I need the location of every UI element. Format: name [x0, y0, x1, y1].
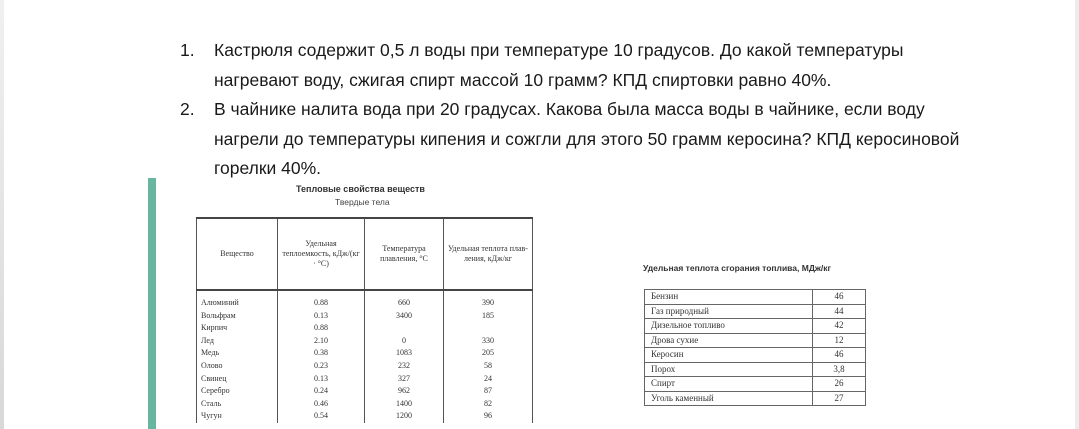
image-accent-bar	[148, 178, 156, 429]
props-table-title: Тепловые свойства веществ	[296, 184, 425, 194]
melting-temp-cell: 660	[365, 290, 444, 310]
table-row	[197, 360, 533, 373]
fuel-name-cell: Газ природный	[645, 304, 813, 319]
substance-cell: Лед	[197, 335, 278, 348]
fuel-name-cell: Уголь каменный	[645, 391, 813, 406]
fuel-name-cell: Спирт	[645, 377, 813, 392]
heat-capacity-cell: 0.38	[278, 347, 365, 360]
substance-cell: Сталь	[197, 398, 278, 411]
melting-temp-cell: 0	[365, 335, 444, 348]
header-substance: Вещество	[197, 218, 278, 290]
task-number: 1.	[180, 40, 195, 60]
header-melting-temp: Температура плавления, °С	[365, 218, 444, 290]
task-item	[180, 95, 1040, 184]
heat-capacity-cell: 0.46	[278, 398, 365, 411]
page-edge-left	[0, 0, 4, 429]
props-table-subtitle: Твердые тела	[335, 197, 390, 207]
fusion-heat-cell: 87	[444, 385, 533, 398]
table-row	[197, 398, 533, 411]
table-row	[645, 319, 866, 334]
fuel-table-body	[645, 290, 866, 406]
substance-cell: Кирпич	[197, 322, 278, 335]
heat-capacity-cell: 0.88	[278, 322, 365, 335]
melting-temp-cell: 232	[365, 360, 444, 373]
fuel-value-cell: 27	[813, 391, 866, 406]
substance-cell: Медь	[197, 347, 278, 360]
table-row	[645, 304, 866, 319]
fuel-value-cell: 26	[813, 377, 866, 392]
table-row	[197, 410, 533, 423]
props-table-body	[197, 290, 533, 423]
fuel-value-cell: 44	[813, 304, 866, 319]
substance-cell: Вольфрам	[197, 310, 278, 323]
header-heat-capacity: Удельная теплоемкость, кДж/(кг · °С)	[278, 218, 365, 290]
fusion-heat-cell: 390	[444, 290, 533, 310]
page-edge-right	[1075, 0, 1079, 429]
heat-capacity-cell: 0.13	[278, 310, 365, 323]
task-text: Кастрюля содержит 0,5 л воды при температуре 10 градусов. До какой температуры нагревают воду, сжигая спирт массой 10 грамм? КПД спиртовки равно 40%.	[214, 40, 904, 90]
task-text: В чайнике налита вода при 20 градусах. Какова была масса воды в чайнике, если воду нагрели до температуры кипения и сожгли для этого 50 грамм керосина? КПД керосиновой горелки 40%.	[214, 99, 960, 178]
table-row	[645, 348, 866, 363]
table-row	[197, 335, 533, 348]
table-row	[645, 391, 866, 406]
fuel-name-cell: Дрова сухие	[645, 333, 813, 348]
table-row	[197, 347, 533, 360]
fuel-name-cell: Керосин	[645, 348, 813, 363]
fuel-name-cell: Порох	[645, 362, 813, 377]
table-row	[197, 373, 533, 386]
melting-temp-cell: 1400	[365, 398, 444, 411]
substance-cell: Серебро	[197, 385, 278, 398]
fusion-heat-cell: 205	[444, 347, 533, 360]
melting-temp-cell: 3400	[365, 310, 444, 323]
task-item	[180, 36, 1040, 95]
substance-cell: Свинец	[197, 373, 278, 386]
melting-temp-cell: 1083	[365, 347, 444, 360]
heat-capacity-cell: 0.54	[278, 410, 365, 423]
fuel-name-cell: Дизельное топливо	[645, 319, 813, 334]
fuel-value-cell: 12	[813, 333, 866, 348]
table-row	[197, 385, 533, 398]
task-list	[180, 36, 1040, 184]
table-row	[197, 322, 533, 335]
task-number: 2.	[180, 99, 195, 119]
fusion-heat-cell: 96	[444, 410, 533, 423]
substance-cell: Алюминий	[197, 290, 278, 310]
fuel-table-title: Удельная теплота сгорания топлива, МДж/кг	[643, 263, 832, 273]
fusion-heat-cell: 82	[444, 398, 533, 411]
fusion-heat-cell: 330	[444, 335, 533, 348]
heat-capacity-cell: 0.24	[278, 385, 365, 398]
header-fusion-heat: Удельная теплота плав-ления, кДж/кг	[444, 218, 533, 290]
heat-capacity-cell: 0.23	[278, 360, 365, 373]
melting-temp-cell: 1200	[365, 410, 444, 423]
heat-capacity-cell: 2.10	[278, 335, 365, 348]
heat-capacity-cell: 0.13	[278, 373, 365, 386]
melting-temp-cell	[365, 322, 444, 335]
fusion-heat-cell: 24	[444, 373, 533, 386]
fuel-name-cell: Бензин	[645, 290, 813, 305]
table-row	[645, 333, 866, 348]
thermal-properties-table	[196, 217, 533, 423]
fuel-combustion-table	[644, 289, 866, 406]
fuel-value-cell: 42	[813, 319, 866, 334]
table-header-row	[197, 218, 533, 290]
table-row	[645, 362, 866, 377]
melting-temp-cell: 962	[365, 385, 444, 398]
fusion-heat-cell	[444, 322, 533, 335]
table-row	[197, 310, 533, 323]
table-row	[645, 377, 866, 392]
table-row	[645, 290, 866, 305]
fusion-heat-cell: 185	[444, 310, 533, 323]
melting-temp-cell: 327	[365, 373, 444, 386]
fusion-heat-cell: 58	[444, 360, 533, 373]
table-row	[197, 290, 533, 310]
fuel-value-cell: 46	[813, 290, 866, 305]
fuel-value-cell: 46	[813, 348, 866, 363]
fuel-value-cell: 3,8	[813, 362, 866, 377]
heat-capacity-cell: 0.88	[278, 290, 365, 310]
substance-cell: Олово	[197, 360, 278, 373]
substance-cell: Чугун	[197, 410, 278, 423]
